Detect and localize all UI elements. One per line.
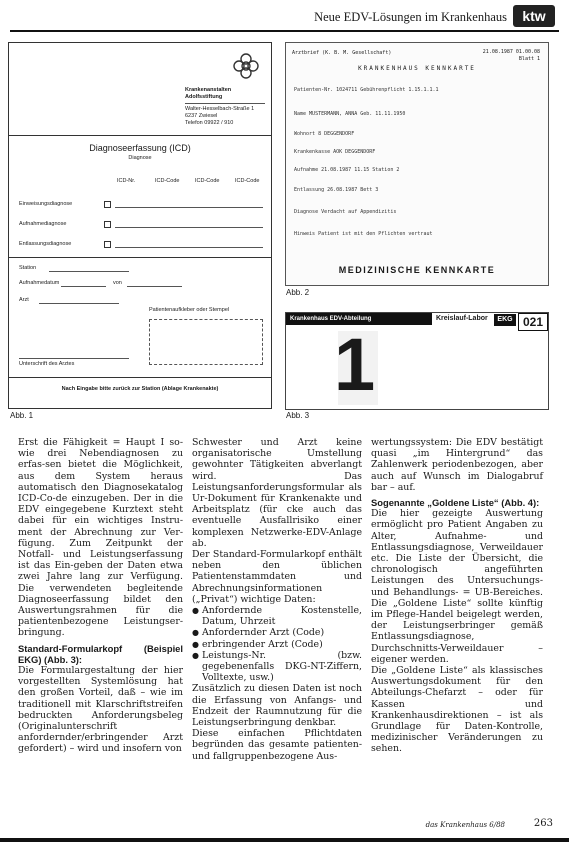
row-label-aufnahme: Aufnahmediagnose [19, 221, 67, 227]
form-footer: Nach Eingabe bitte zurück zur Station (Ablage Krankenakte) [61, 386, 219, 392]
stamp-box [149, 319, 263, 365]
col-header-2: ICD-Code [155, 178, 180, 184]
page-number: 263 [533, 818, 553, 829]
card-row: Entlassung 26.08.1987 Bett 3 [294, 187, 379, 193]
paragraph: Diese einfachen Pflichtdaten begründen das gesamte patienten- und fallgruppenbezogene Aus- [192, 728, 362, 762]
checkbox-entlassung[interactable] [104, 241, 111, 248]
field-arzt-label: Arzt [19, 297, 29, 303]
list-item: ● Leistungs-Nr. (bzw. gegebenenfalls DKG-NT-Ziffern, Volltexte, usw.) [192, 650, 362, 684]
fig3-banner: Krankenhaus EDV-Abteilung [286, 313, 432, 325]
card-row: Name MUSTERMANN, ANNA Geb. 11.11.1950 [294, 111, 406, 117]
org-name-1: Krankenanstalten [185, 87, 232, 93]
footer-source: das Krankenhaus 6/88 [425, 821, 505, 829]
col-header-3: ICD-Code [195, 178, 220, 184]
paragraph: Der Standard-Formularkopf enthält neben den üblichen Patientenstammdaten und Abrechnungsinformationen („Privat“) wichtige Daten: [192, 549, 362, 605]
checkbox-einweisung[interactable] [104, 201, 111, 208]
signature-label: Unterschrift des Arztes [19, 361, 75, 367]
card-top-right-1: 21.08.1987 01.00.08 [482, 49, 540, 55]
figure-1-icd-form [8, 42, 272, 409]
org-address-2: 6237 Zwiesel [185, 113, 218, 119]
fig3-code: EKG [494, 314, 516, 326]
journal-logo: ktw [513, 5, 555, 27]
card-top-left: Arztbrief (K. B. M. Gesellschaft) [292, 50, 392, 56]
org-address-1: Walter-Hesselbach-Straße 1 [185, 106, 255, 112]
form-title: Diagnoseerfassung (ICD) [89, 143, 191, 153]
paragraph: Erst die Fähigkeit = Haupt I so-wie drei Nebendiagnosen zu erfas-sen bietet die Möglichkeit, aus dem System heraus automatisch den Diagnosekatalog ICD-Co-de einzugeben. Der in die EDV eingegebene Kurztext steht dabei für ein wichtiges Instru-ment der Abrechnung zur Ver-fügung. Zum Zeitpunkt der Notfall- und Leistungserfassung ist das Ein-geben der Daten etwa zwei Jahre lang zur Verfügung. Die verwendeten begleitende Diagnoseerfassung bildet den Auswertungsrahmen für die patientenbezogene Leistungser-bringung. [18, 437, 183, 639]
fig3-label: Kreislauf-Labor [436, 315, 488, 322]
text-column-3 [371, 437, 543, 755]
org-name-2: Adolfsstiftung [185, 94, 223, 100]
card-top-right-2: Blatt 1 [518, 56, 540, 62]
list-item: ● erbringender Arzt (Code) [192, 639, 362, 650]
form-subtitle: Diagnose [128, 155, 152, 161]
paragraph: wertungssystem: Die EDV bestätigt quasi „im Hintergrund“ das Zahlenwerk periodenbezogen, aber auch auf Wunsch im Dialogabruf bar – auf. [371, 437, 543, 493]
card-row: Patienten-Nr. 1024711 Gebührenpflicht 1.15.1.1.1 [294, 87, 439, 93]
card-row: Diagnose Verdacht auf Appendizitis [294, 209, 397, 215]
stamp-label: Patientenaufkleber oder Stempel [149, 307, 230, 313]
text-column-2 [192, 437, 362, 762]
section-heading: Sogenannte „Goldene Liste“ (Abb. 4): [371, 497, 540, 509]
fig3-number: 021 [518, 313, 548, 331]
card-row: Krankenkasse AOK DEGGENDORF [294, 149, 376, 155]
figure-3-caption: Abb. 3 [286, 411, 310, 420]
section-heading: Standard-Formularkopf (Beispiel EKG) (Abb. 3): [18, 642, 183, 665]
checkbox-aufnahme[interactable] [104, 221, 111, 228]
card-row: Hinweis Patient ist mit den Pflichten vertraut [294, 231, 433, 237]
col-header-1: ICD-Nr. [117, 178, 136, 184]
paragraph: Schwester und Arzt keine organisatorische Umstellung gewohnter Tätigkeiten abverlangt wird. Das Leistungsanforderungsformular als Ur-Dokument für Krankenakte und Arbeitsplatz (für cke auch das eventuelle Ausfallrisiko einer komplexen Netzwerke-EDV-Anlage ab. [192, 437, 362, 549]
running-header-title: Neue EDV-Lösungen im Krankenhaus [314, 10, 507, 24]
row-label-einweisung: Einweisungsdiagnose [19, 201, 73, 207]
field-von-label: von [113, 280, 122, 286]
fig3-big-digit: 1 [334, 323, 376, 406]
paragraph: Die Formulargestaltung der hier vorgestellten Systemlösung hat den großen Vorteil, daß – wie im traditionell mit Klarschriftstreifen bedruckten Anforderungsbeleg (Originalunterschrift anfordernder/erbringender Arzt gefordert) – wird und insofern von [18, 665, 183, 755]
list-item: ● Anfordernder Arzt (Code) [192, 627, 362, 638]
card-heading: KRANKENHAUS KENNKARTE [358, 65, 476, 72]
org-phone: Telefon 09922 / 910 [185, 120, 234, 126]
paragraph: Zusätzlich zu diesen Daten ist noch die Erfassung von Anfangs- und Endzeit der Raumnutzung für die Leistungserbringung denkbar. [192, 683, 362, 729]
figure-1-caption: Abb. 1 [10, 411, 34, 420]
hospital-cross-logo-icon [229, 49, 263, 83]
field-station-label: Station [19, 265, 37, 271]
card-footer-title: MEDIZINISCHE KENNKARTE [338, 265, 496, 275]
text-column-1 [18, 437, 183, 755]
card-row: Aufnahme 21.08.1987 11.15 Station 2 [294, 167, 400, 173]
figure-2-kennkarte [285, 42, 549, 286]
figure-2-caption: Abb. 2 [286, 288, 310, 297]
bottom-bar [0, 838, 569, 842]
paragraph: Die hier gezeigte Auswertung ermöglicht pro Patient Angaben zu Alter, Aufnahme- und Entlassungsdiagnose, Verweildauer etc. Die Liste der Übersicht, die chronologisch angeführten Leistungen des Untersuchungs- und Behandlungs- = UB-Bereiches. Die „Goldene Liste“ sollte künftig im Pflege-Handel beigelegt werden, der Leistungserbringer gemäß Entlassungsdiagnose, Durchschnitts-Verweildauer – eigener werden. [371, 508, 543, 665]
field-aufnahme-label: Aufnahmedatum [19, 280, 60, 286]
figure-3-form-header [285, 312, 549, 410]
col-header-4: ICD-Code [235, 178, 260, 184]
row-label-entlassung: Entlassungsdiagnose [19, 241, 72, 247]
list-item: ● Anfordernde Kostenstelle, Datum, Uhrzeit [192, 605, 362, 627]
header-rule [10, 30, 559, 32]
paragraph: Die „Goldene Liste“ als klassisches Auswertungsdokument für den Abteilungs-Chefarzt – oder für Kassen und Krankenhausdirektionen – ist als Grundlage für Daten-Kontrolle, medizinischer Veränderungen zu sehen. [371, 665, 543, 755]
card-row: Wohnort 8 DEGGENDORF [294, 131, 355, 137]
